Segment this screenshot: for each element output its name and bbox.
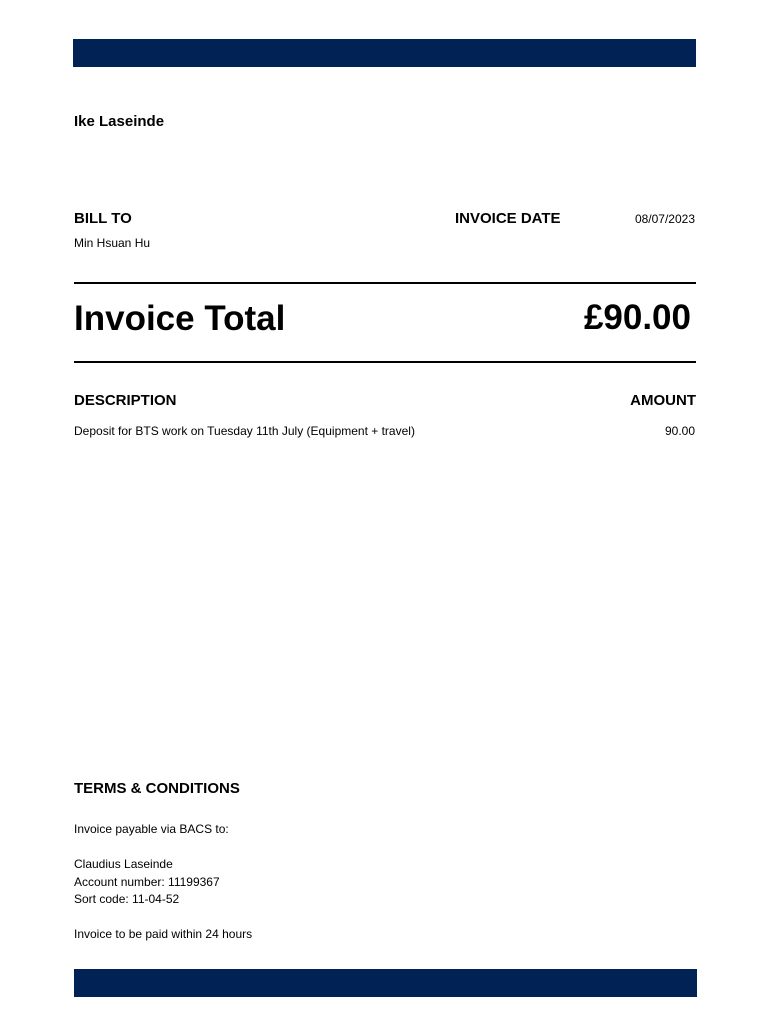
bill-to-label: BILL TO <box>74 210 132 227</box>
terms-spacer <box>74 909 252 927</box>
footer-band <box>74 969 697 997</box>
terms-account-number: Account number: 11199367 <box>74 874 220 889</box>
invoice-date-label: INVOICE DATE <box>455 210 561 227</box>
terms-account-name: Claudius Laseinde <box>74 857 173 871</box>
header-band <box>73 39 696 67</box>
invoice-total-label: Invoice Total <box>74 299 286 338</box>
terms-body <box>74 821 252 944</box>
invoice-date-value: 08/07/2023 <box>634 212 695 226</box>
line-item-description: Deposit for BTS work on Tuesday 11th July (Equipment + travel) <box>74 424 415 438</box>
divider-top <box>74 282 696 284</box>
bill-to-name: Min Hsuan Hu <box>74 236 151 250</box>
amount-column-header: AMOUNT <box>630 392 696 409</box>
terms-payable-via: Invoice payable via BACS to: <box>74 822 229 836</box>
sender-name: Ike Laseinde <box>74 113 165 130</box>
terms-spacer <box>74 839 252 857</box>
description-column-header: DESCRIPTION <box>74 392 177 409</box>
invoice-total-value: £90.00 <box>583 298 691 337</box>
terms-sort-code: Sort code: 11-04-52 <box>74 892 180 906</box>
divider-bottom <box>74 361 696 363</box>
terms-payment-deadline: Invoice to be paid within 24 hours <box>74 927 253 941</box>
line-item-amount: 90.00 <box>664 424 695 438</box>
terms-title: TERMS & CONDITIONS <box>74 780 240 797</box>
